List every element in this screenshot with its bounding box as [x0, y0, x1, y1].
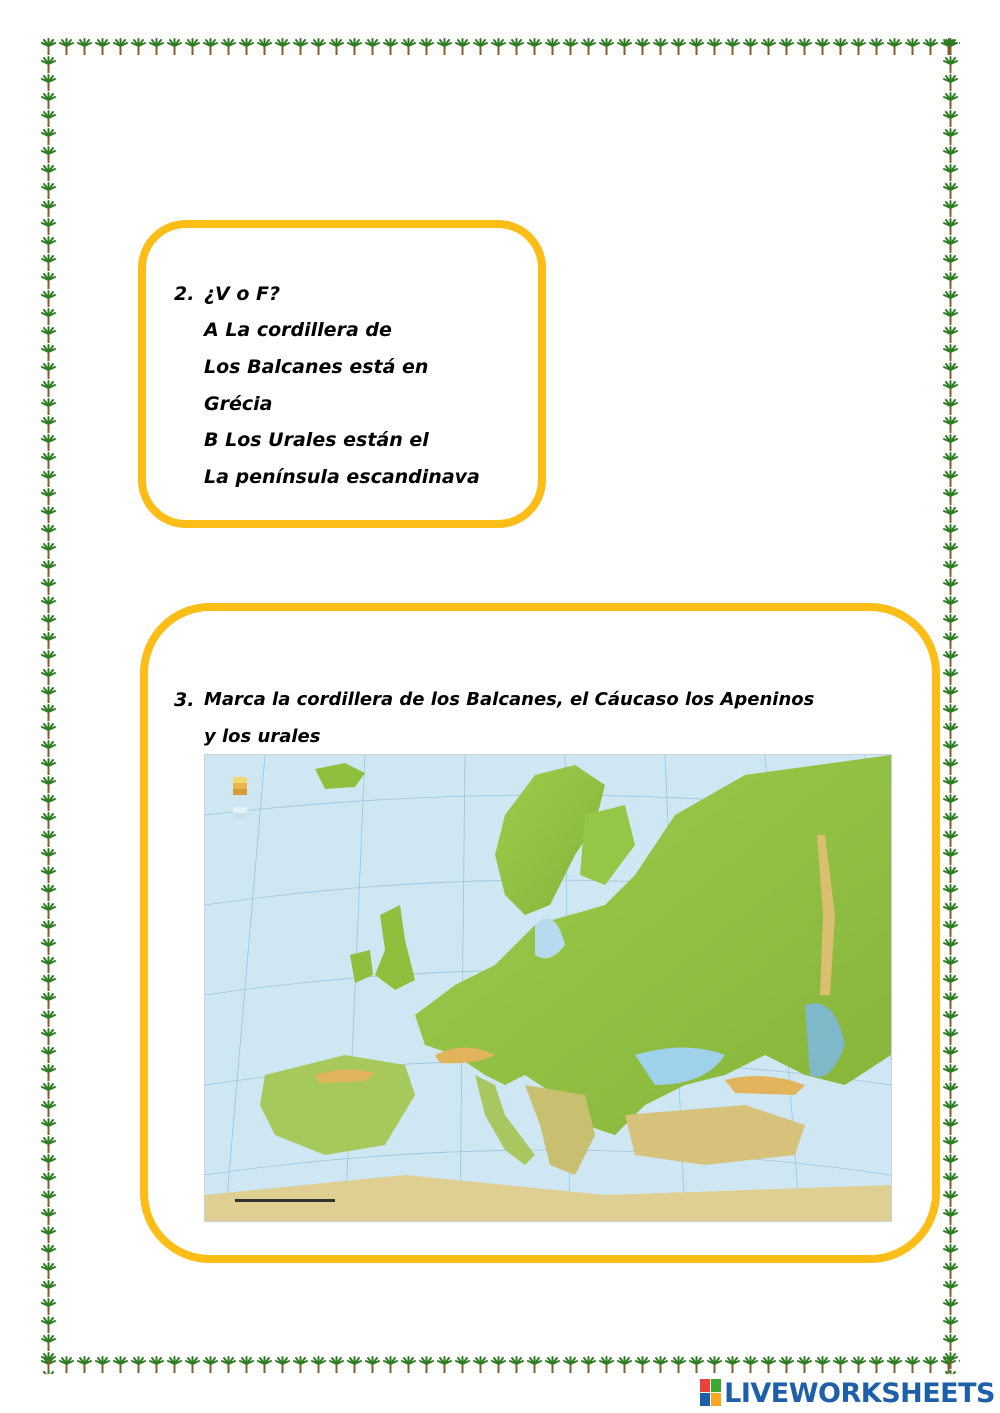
palm-border-bottom [40, 1356, 960, 1374]
question-3-line: Marca la cordillera de los Balcanes, el Cáucaso los Apeninos [204, 689, 815, 710]
europe-physical-map[interactable] [204, 754, 892, 1222]
scale-bar [235, 1199, 335, 1202]
footer-brand-text: LIVEWORKSHEETS [724, 1377, 995, 1409]
map-graphic [205, 755, 891, 1221]
question-2-line: A La cordillera de [204, 319, 392, 341]
question-3-number: 3. [174, 689, 195, 711]
question-3-line: y los urales [204, 726, 321, 747]
palm-tree-icons [942, 38, 960, 1374]
question-2-line: ¿V o F? [204, 283, 281, 305]
question-2-line: La península escandinava [204, 466, 480, 488]
palm-tree-icons [40, 1356, 960, 1374]
palm-border-right [942, 38, 960, 1374]
palm-border-left [40, 38, 58, 1374]
liveworksheets-badge-icon [700, 1379, 721, 1407]
question-2-line: Grécia [204, 393, 273, 415]
question-2-number: 2. [174, 283, 195, 305]
liveworksheets-logo [700, 1377, 995, 1409]
palm-border-top [40, 38, 960, 56]
palm-tree-icons [40, 38, 58, 1374]
question-2-line: B Los Urales están el [204, 429, 429, 451]
palm-tree-icons [40, 38, 960, 56]
question-2-line: Los Balcanes está en [204, 356, 429, 378]
